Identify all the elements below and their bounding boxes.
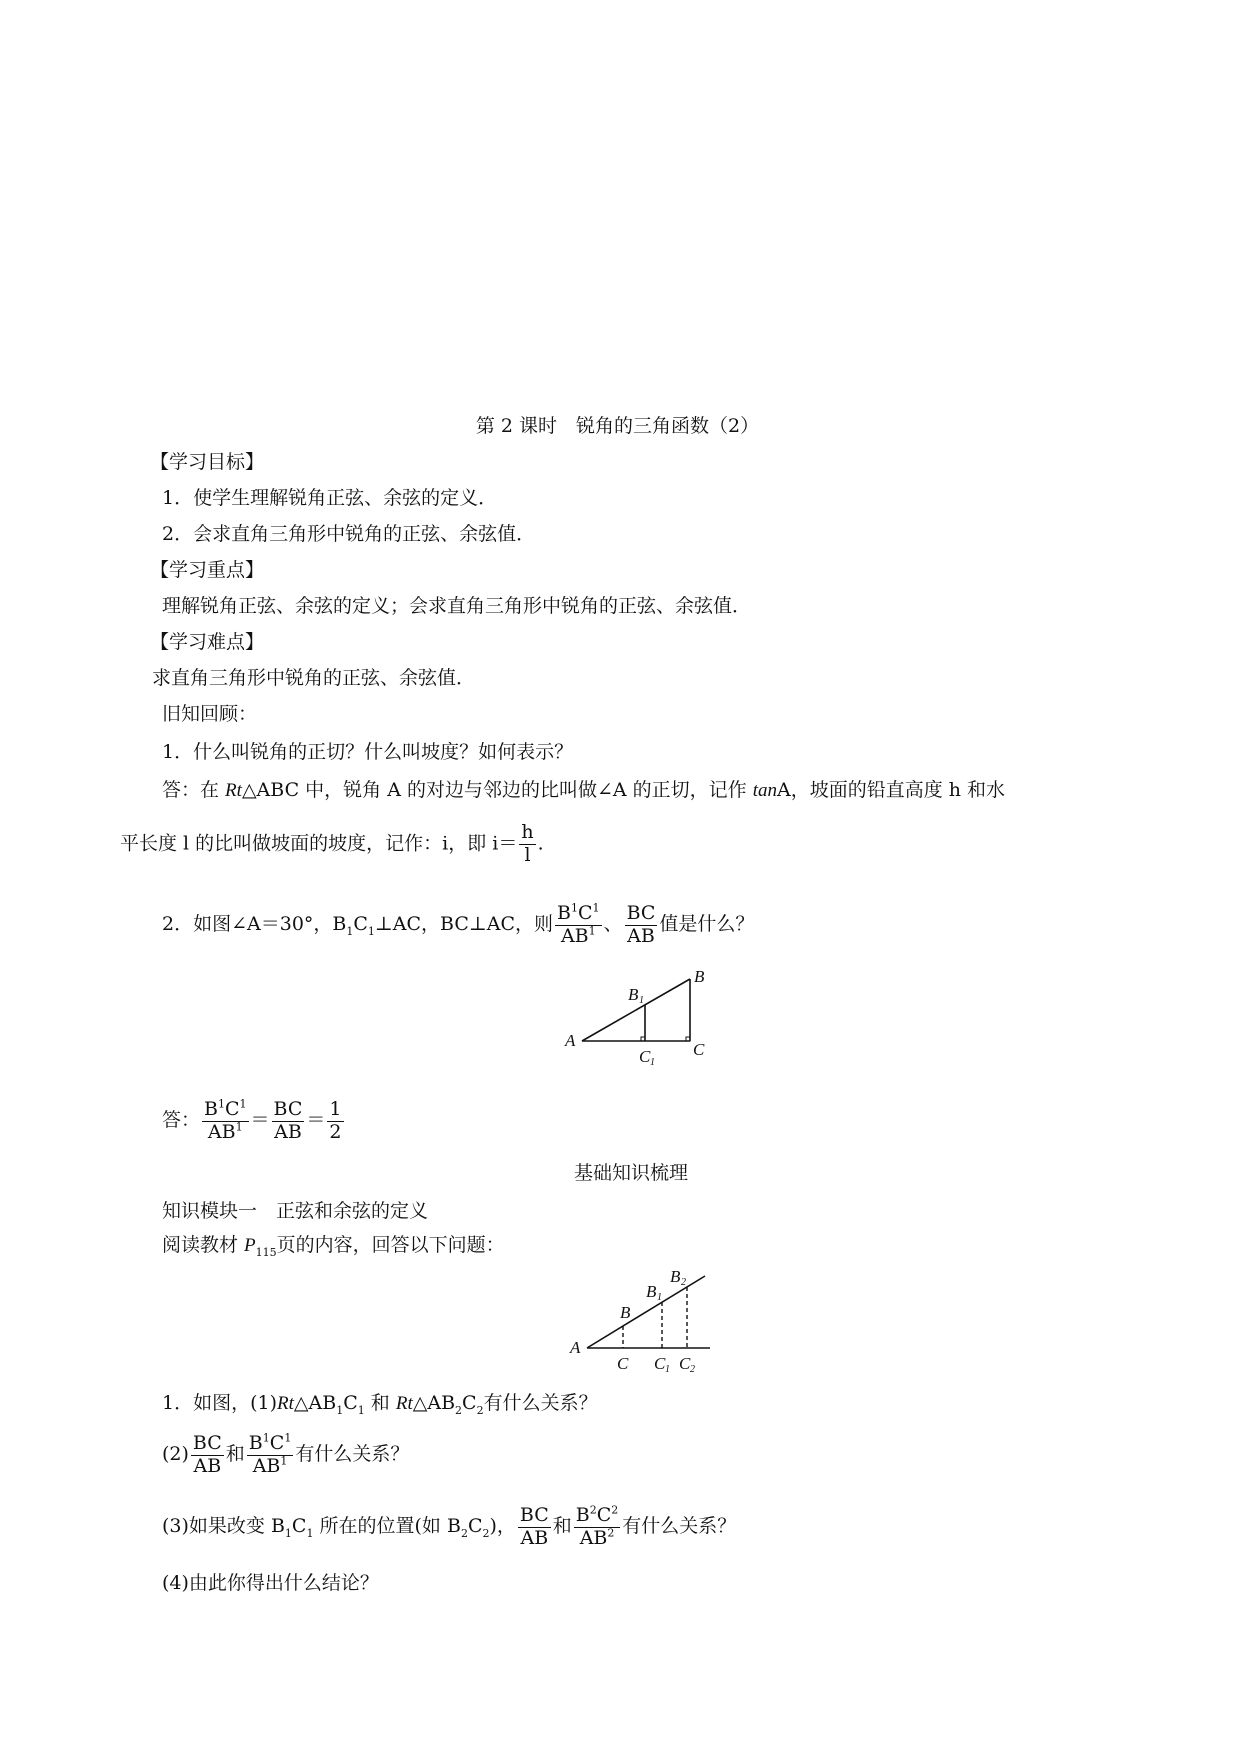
fraction-denominator — [574, 1528, 621, 1550]
text: C — [462, 1392, 477, 1414]
subscript: 2 — [482, 1526, 490, 1540]
fraction-numerator — [574, 1505, 621, 1528]
text: ＝ — [306, 1109, 326, 1131]
fraction-numerator: BC — [626, 901, 656, 924]
fraction-numerator: 1 — [329, 1097, 342, 1120]
label-c1: C — [639, 1047, 651, 1066]
fraction-denominator: AB — [627, 924, 655, 947]
fraction-denominator: AB — [274, 1120, 302, 1143]
label-c1-subscript: 1 — [665, 1364, 670, 1375]
label-b1-subscript: 1 — [657, 1292, 662, 1303]
text: AB — [560, 924, 589, 947]
text: (3)如果改变 B — [162, 1515, 285, 1537]
fraction-denominator — [247, 1456, 294, 1478]
text: △ABC 中，锐角 A 的对边与邻边的比叫做∠A 的正切，记作 — [241, 779, 753, 801]
label-b1: B — [646, 1282, 657, 1301]
ratio-fraction-1 — [555, 903, 602, 948]
superscript: 1 — [280, 1454, 288, 1468]
ratio-fraction-2 — [272, 1099, 305, 1144]
label-a: A — [565, 1031, 576, 1050]
ratio-fraction-1 — [191, 1433, 224, 1478]
fraction-numerator — [202, 1099, 249, 1122]
rt-italic: Rt — [395, 1393, 413, 1414]
fraction-numerator: h — [521, 821, 534, 843]
fraction-numerator: BC — [273, 1097, 303, 1120]
rt-italic: Rt — [225, 780, 242, 801]
superscript: 1 — [235, 1120, 243, 1134]
superscript: 1 — [571, 901, 578, 915]
review-heading: 旧知回顾： — [162, 703, 258, 725]
label-c1-subscript: 1 — [650, 1057, 655, 1068]
text: C — [578, 901, 593, 924]
ratio-fraction-2 — [247, 1433, 294, 1478]
ratio-fraction-3 — [327, 1099, 343, 1144]
superscript: 1 — [284, 1431, 292, 1445]
review-question-2 — [162, 894, 754, 954]
fraction-denominator: 2 — [329, 1120, 342, 1143]
text: AB — [579, 1526, 608, 1549]
fraction-numerator: BC — [519, 1503, 549, 1526]
triangle-figure-2 — [565, 1262, 735, 1382]
question-2 — [162, 1424, 409, 1484]
text: AB — [207, 1120, 236, 1143]
superscript: 1 — [217, 1097, 225, 1111]
goal-1: 1．使学生理解锐角正弦、余弦的定义． — [162, 487, 498, 509]
label-c2: C — [679, 1354, 691, 1373]
goal-2: 2．会求直角三角形中锐角的正弦、余弦值． — [162, 523, 536, 545]
difficulty-heading: 【学习难点】 — [150, 631, 265, 653]
subscript: 115 — [255, 1245, 277, 1259]
question-3 — [162, 1496, 736, 1556]
superscript: 1 — [592, 901, 600, 915]
subscript: 1 — [336, 1403, 344, 1417]
rt-italic: Rt — [277, 1393, 294, 1414]
text: 答： — [162, 1109, 201, 1131]
text: )， — [489, 1515, 516, 1537]
fraction-numerator: BC — [192, 1431, 222, 1454]
key-text: 理解锐角正弦、余弦的定义；会求直角三角形中锐角的正弦、余弦值． — [162, 595, 752, 617]
text: 有什么关系？ — [295, 1443, 410, 1465]
difficulty-text: 求直角三角形中锐角的正弦、余弦值． — [152, 667, 476, 689]
text: C — [343, 1392, 358, 1414]
text: 阅读教材 — [162, 1234, 245, 1256]
text: △AB — [412, 1392, 456, 1414]
text: . — [537, 832, 544, 855]
tan-italic: tan — [752, 780, 777, 801]
text: C — [596, 1503, 612, 1526]
text: 页的内容，回答以下问题： — [276, 1234, 505, 1256]
label-c1: C — [654, 1354, 666, 1373]
text: 和 — [225, 1443, 245, 1465]
ratio-fraction-1 — [518, 1505, 551, 1550]
subscript: 2 — [455, 1403, 463, 1417]
superscript: 1 — [588, 924, 596, 938]
text: (2) — [162, 1443, 189, 1465]
review-answer-1-line-1 — [162, 777, 1005, 804]
label-b2-subscript: 2 — [681, 1277, 686, 1288]
question-4: (4)由此你得出什么结论？ — [162, 1572, 379, 1594]
text: 和 — [364, 1392, 396, 1414]
text: B — [575, 1503, 590, 1526]
text: 1．如图，(1) — [162, 1392, 278, 1414]
key-heading: 【学习重点】 — [150, 559, 265, 581]
text: ⊥AC，BC⊥AC，则 — [374, 913, 554, 935]
text: 有什么关系？ — [622, 1515, 737, 1537]
fraction-denominator — [555, 926, 602, 948]
module-heading: 知识模块一 正弦和余弦的定义 — [162, 1200, 429, 1222]
reading-instruction — [162, 1232, 505, 1259]
text: C — [353, 913, 368, 935]
subscript: 1 — [357, 1403, 365, 1417]
label-c2-subscript: 2 — [690, 1364, 695, 1375]
text: ＝ — [250, 1109, 270, 1131]
review-question-1: 1．什么叫锐角的正切？什么叫坡度？如何表示？ — [162, 741, 574, 763]
subscript: 1 — [346, 924, 354, 938]
review-answer-1-line-2 — [120, 822, 544, 867]
text: 值是什么？ — [659, 913, 755, 935]
text: 有什么关系？ — [483, 1392, 598, 1414]
text: 和 — [552, 1515, 572, 1537]
subscript: 1 — [306, 1526, 314, 1540]
text: 2．如图∠A＝30°，B — [162, 913, 347, 935]
goals-heading: 【学习目标】 — [150, 451, 265, 473]
label-b: B — [694, 967, 705, 986]
ratio-fraction-2 — [574, 1505, 621, 1550]
fraction-denominator: AB — [193, 1454, 222, 1477]
text: 平长度 l 的比叫做坡面的坡度，记作：i，即 i＝ — [120, 832, 518, 855]
text: B — [248, 1431, 263, 1454]
superscript: 1 — [262, 1431, 270, 1445]
text: B — [557, 901, 571, 924]
text: AB — [252, 1454, 281, 1477]
fraction-numerator — [247, 1433, 294, 1456]
slope-fraction — [519, 822, 535, 867]
ratio-fraction-1 — [202, 1099, 249, 1144]
section-heading: 基础知识梳理 — [574, 1162, 689, 1184]
text: △AB — [293, 1392, 337, 1414]
label-b1-subscript: 1 — [639, 995, 644, 1006]
triangle-figure-1 — [560, 965, 740, 1075]
fraction-numerator — [555, 903, 602, 926]
label-c: C — [693, 1040, 705, 1059]
subscript: 2 — [460, 1526, 468, 1540]
text: 答：在 — [162, 779, 226, 801]
review-answer-2 — [162, 1088, 346, 1152]
page-title: 第 2 课时 锐角的三角函数（2） — [475, 415, 760, 437]
label-b2: B — [670, 1267, 681, 1286]
text: C — [224, 1097, 240, 1120]
fraction-denominator — [202, 1122, 249, 1144]
superscript: 1 — [239, 1097, 247, 1111]
text: A，坡面的铅直高度 h 和水 — [776, 779, 1006, 801]
text: 所在的位置(如 B — [313, 1515, 461, 1537]
label-b: B — [620, 1303, 631, 1322]
fraction-denominator: l — [524, 843, 531, 866]
text: 、 — [603, 913, 623, 935]
text: C — [467, 1515, 483, 1537]
text: C — [269, 1431, 285, 1454]
subscript: 2 — [476, 1403, 484, 1417]
label-a: A — [570, 1338, 581, 1357]
subscript: 1 — [284, 1526, 292, 1540]
superscript: 2 — [611, 1503, 619, 1517]
ratio-fraction-2 — [625, 903, 658, 948]
label-c: C — [617, 1354, 629, 1373]
subscript: 1 — [367, 924, 375, 938]
fraction-denominator: AB — [520, 1526, 549, 1549]
superscript: 2 — [607, 1526, 615, 1540]
text: B — [204, 1097, 218, 1120]
label-b1: B — [628, 985, 639, 1004]
text: C — [291, 1515, 307, 1537]
question-1 — [162, 1390, 598, 1417]
page-p-italic: P — [244, 1235, 256, 1256]
superscript: 2 — [589, 1503, 597, 1517]
